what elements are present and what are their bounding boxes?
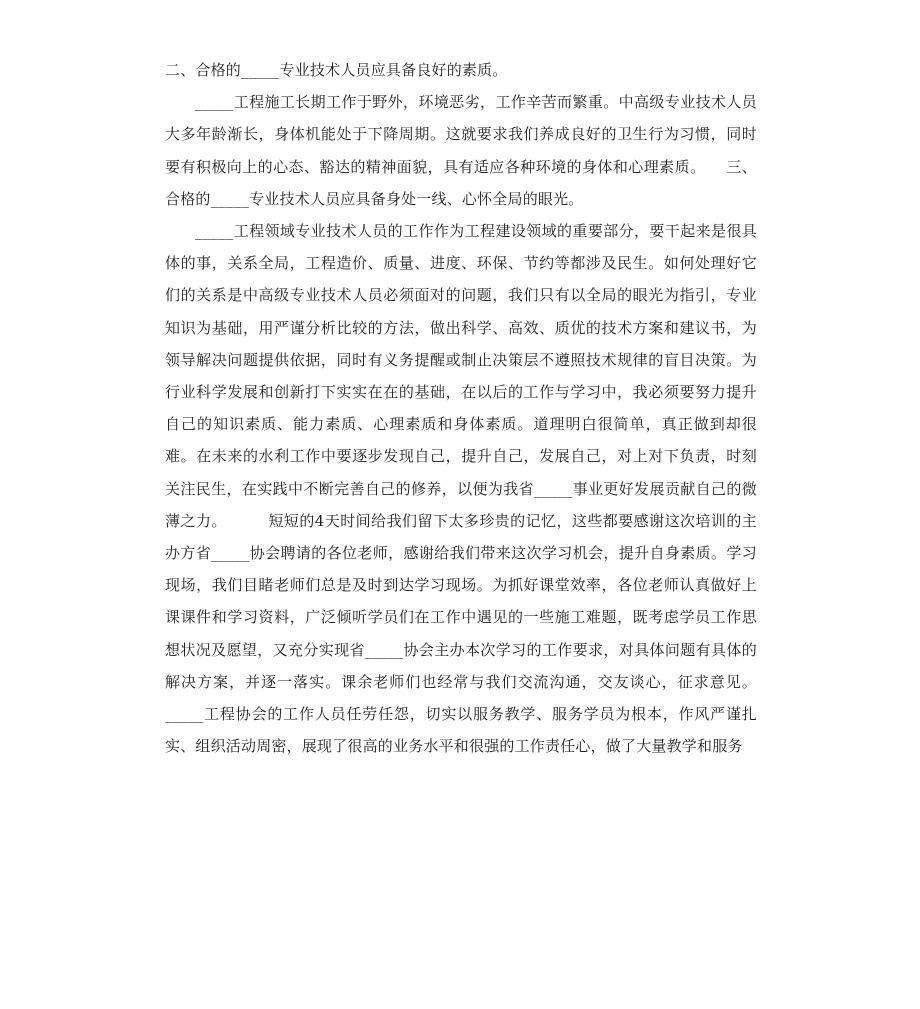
paragraph-global-perspective: _____工程领域专业技术人员的工作作为工程建设领域的重要部分，要干起来是很具体的事，关系全局，工程造价、质量、进度、环保、节约等都涉及民生。如何处理好它们的关系是中高级专业技术人员必须面对的问题，我们只有以全局的眼光为指引，专业知识为基础，用严谨分析比较的方法，做出科学、高效、质优的技术方案和建议书，为领导解决问题提供依据，同时有义务提醒或制止决策层不遵照技术规律的盲目决策。为行业科学发展和创新打下实实在在的基础，在以后的工作与学习中，我必须要努力提升自己的知识素质、能力素质、心理素质和身体素质。道理明白很简单，真正做到却很难。在未来的水利工作中要逐步发现自己，提升自己，发展自己，对上对下负责，时刻关注民生，在实践中不断完善自己的修养，以便为我省_____事业更好发展贡献自己的微薄之力。 短短的4天时间给我们留下太多珍贵的记忆，这些都要感谢这次培训的主办方省_____协会聘请的各位老师，感谢给我们带来这次学习机会，提升自身素质。学习现场，我们目睹老师们总是及时到达学习现场。为抓好课堂效率，各位老师认真做好上课课件和学习资料，广泛倾听学员们在工作中遇见的一些施工难题，既考虑学员工作思想状况及愿望，又充分实现省_____协会主办本次学习的工作要求，对具体问题有具体的解决方案，并逐一落实。课余老师们也经常与我们交流沟通，交友谈心，征求意见。_____工程协会的工作人员任劳任怨，切实以服务教学、服务学员为根本，作风严谨扎实、组织活动周密，展现了很高的业务水平和很强的工作责任心，做了大量教学和服务 (165, 222, 757, 756)
paragraph-working-conditions: _____工程施工长期工作于野外，环境恶劣，工作辛苦而繁重。中高级专业技术人员大多年龄渐长，身体机能处于下降周期。这就要求我们养成良好的卫生行为习惯，同时要有积极向上的心态、豁达的精神面貌，具有适应各种环境的身体和心理素质。 三、合格的_____专业技术人员应具备身处一线、心怀全局的眼光。 (165, 93, 757, 208)
document-body (165, 54, 757, 762)
paragraph-section-two-heading: 二、合格的_____专业技术人员应具备良好的素质。 (165, 61, 508, 79)
